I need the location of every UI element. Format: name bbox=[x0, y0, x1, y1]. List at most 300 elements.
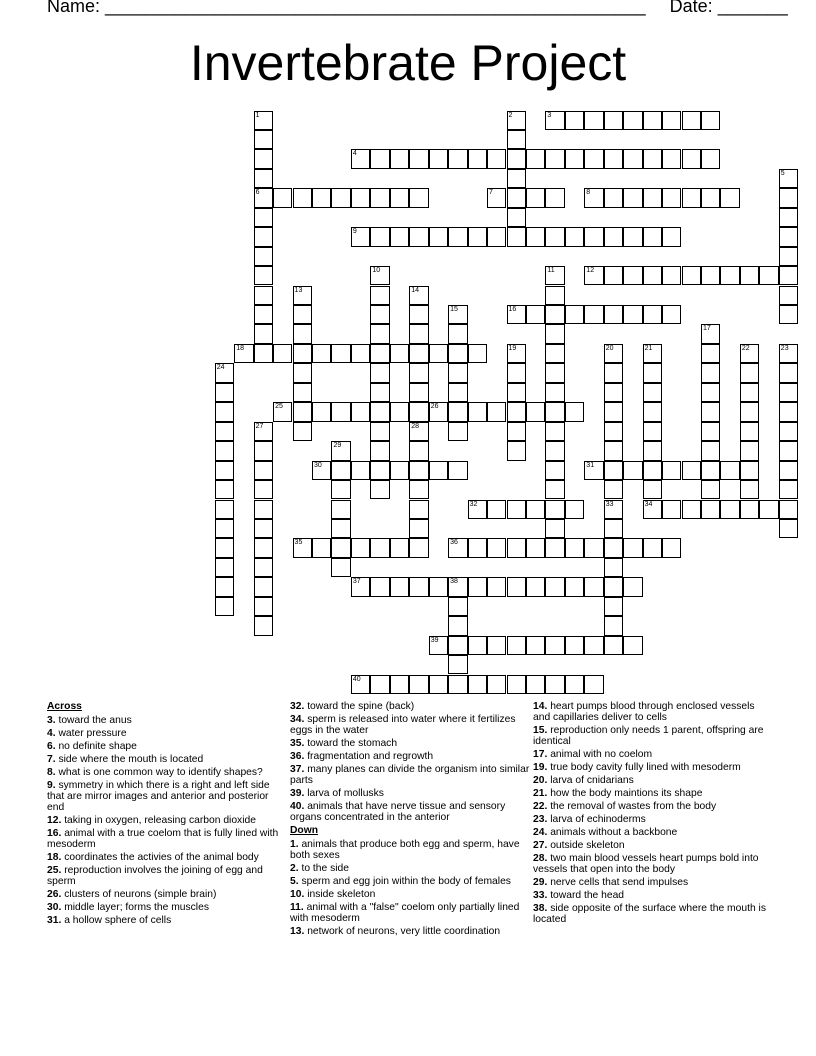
crossword-cell[interactable] bbox=[331, 188, 350, 207]
crossword-cell[interactable] bbox=[682, 111, 701, 130]
crossword-cell[interactable] bbox=[215, 538, 234, 557]
crossword-cell[interactable] bbox=[740, 422, 759, 441]
crossword-cell[interactable] bbox=[370, 266, 389, 285]
crossword-cell[interactable] bbox=[682, 149, 701, 168]
crossword-cell[interactable] bbox=[623, 227, 642, 246]
crossword-cell[interactable] bbox=[565, 675, 584, 694]
crossword-cell[interactable] bbox=[643, 538, 662, 557]
crossword-cell[interactable] bbox=[254, 111, 273, 130]
crossword-cell[interactable] bbox=[604, 500, 623, 519]
crossword-cell[interactable] bbox=[429, 149, 448, 168]
crossword-cell[interactable] bbox=[409, 422, 428, 441]
crossword-cell[interactable] bbox=[487, 675, 506, 694]
crossword-cell[interactable] bbox=[604, 266, 623, 285]
crossword-cell[interactable] bbox=[643, 344, 662, 363]
crossword-cell[interactable] bbox=[254, 538, 273, 557]
crossword-cell[interactable] bbox=[545, 402, 564, 421]
crossword-cell[interactable] bbox=[720, 266, 739, 285]
crossword-cell[interactable] bbox=[254, 305, 273, 324]
crossword-cell[interactable] bbox=[740, 441, 759, 460]
crossword-cell[interactable] bbox=[545, 441, 564, 460]
crossword-cell[interactable] bbox=[740, 363, 759, 382]
crossword-cell[interactable] bbox=[604, 597, 623, 616]
crossword-cell[interactable] bbox=[604, 363, 623, 382]
crossword-cell[interactable] bbox=[779, 286, 798, 305]
crossword-cell[interactable] bbox=[643, 441, 662, 460]
crossword-cell[interactable] bbox=[468, 402, 487, 421]
crossword-cell[interactable] bbox=[507, 538, 526, 557]
crossword-cell[interactable] bbox=[507, 344, 526, 363]
crossword-cell[interactable] bbox=[390, 344, 409, 363]
crossword-cell[interactable] bbox=[409, 577, 428, 596]
crossword-cell[interactable] bbox=[312, 461, 331, 480]
crossword-cell[interactable] bbox=[604, 422, 623, 441]
crossword-cell[interactable] bbox=[662, 188, 681, 207]
crossword-cell[interactable] bbox=[545, 500, 564, 519]
crossword-cell[interactable] bbox=[701, 149, 720, 168]
crossword-cell[interactable] bbox=[701, 188, 720, 207]
crossword-cell[interactable] bbox=[584, 636, 603, 655]
crossword-cell[interactable] bbox=[545, 266, 564, 285]
crossword-cell[interactable] bbox=[254, 558, 273, 577]
crossword-cell[interactable] bbox=[254, 169, 273, 188]
crossword-cell[interactable] bbox=[370, 305, 389, 324]
crossword-cell[interactable] bbox=[390, 538, 409, 557]
crossword-cell[interactable] bbox=[429, 344, 448, 363]
crossword-cell[interactable] bbox=[370, 344, 389, 363]
crossword-cell[interactable] bbox=[565, 636, 584, 655]
crossword-cell[interactable] bbox=[604, 461, 623, 480]
crossword-cell[interactable] bbox=[234, 344, 253, 363]
crossword-cell[interactable] bbox=[545, 305, 564, 324]
crossword-cell[interactable] bbox=[740, 480, 759, 499]
crossword-cell[interactable] bbox=[701, 480, 720, 499]
crossword-cell[interactable] bbox=[254, 188, 273, 207]
crossword-cell[interactable] bbox=[507, 208, 526, 227]
crossword-cell[interactable] bbox=[604, 344, 623, 363]
crossword-cell[interactable] bbox=[623, 461, 642, 480]
crossword-cell[interactable] bbox=[468, 577, 487, 596]
crossword-cell[interactable] bbox=[526, 149, 545, 168]
crossword-cell[interactable] bbox=[390, 675, 409, 694]
crossword-cell[interactable] bbox=[545, 363, 564, 382]
crossword-cell[interactable] bbox=[351, 149, 370, 168]
crossword-cell[interactable] bbox=[740, 344, 759, 363]
crossword-cell[interactable] bbox=[643, 305, 662, 324]
crossword-cell[interactable] bbox=[545, 111, 564, 130]
crossword-cell[interactable] bbox=[351, 538, 370, 557]
crossword-cell[interactable] bbox=[643, 188, 662, 207]
crossword-cell[interactable] bbox=[604, 558, 623, 577]
crossword-cell[interactable] bbox=[545, 422, 564, 441]
crossword-cell[interactable] bbox=[565, 227, 584, 246]
crossword-cell[interactable] bbox=[779, 461, 798, 480]
crossword-cell[interactable] bbox=[545, 188, 564, 207]
crossword-cell[interactable] bbox=[215, 461, 234, 480]
crossword-cell[interactable] bbox=[545, 149, 564, 168]
crossword-cell[interactable] bbox=[662, 538, 681, 557]
crossword-cell[interactable] bbox=[643, 227, 662, 246]
crossword-cell[interactable] bbox=[720, 500, 739, 519]
crossword-cell[interactable] bbox=[390, 188, 409, 207]
crossword-cell[interactable] bbox=[468, 636, 487, 655]
crossword-cell[interactable] bbox=[565, 305, 584, 324]
crossword-cell[interactable] bbox=[254, 227, 273, 246]
crossword-cell[interactable] bbox=[409, 402, 428, 421]
crossword-cell[interactable] bbox=[293, 383, 312, 402]
crossword-cell[interactable] bbox=[448, 402, 467, 421]
crossword-cell[interactable] bbox=[254, 597, 273, 616]
crossword-cell[interactable] bbox=[448, 227, 467, 246]
crossword-cell[interactable] bbox=[643, 363, 662, 382]
crossword-cell[interactable] bbox=[448, 675, 467, 694]
crossword-cell[interactable] bbox=[409, 344, 428, 363]
crossword-cell[interactable] bbox=[604, 383, 623, 402]
crossword-cell[interactable] bbox=[507, 402, 526, 421]
crossword-cell[interactable] bbox=[507, 441, 526, 460]
crossword-cell[interactable] bbox=[507, 383, 526, 402]
crossword-cell[interactable] bbox=[448, 538, 467, 557]
crossword-cell[interactable] bbox=[779, 422, 798, 441]
crossword-cell[interactable] bbox=[448, 383, 467, 402]
crossword-cell[interactable] bbox=[448, 597, 467, 616]
crossword-cell[interactable] bbox=[331, 500, 350, 519]
crossword-cell[interactable] bbox=[370, 324, 389, 343]
crossword-cell[interactable] bbox=[254, 616, 273, 635]
crossword-cell[interactable] bbox=[507, 500, 526, 519]
crossword-cell[interactable] bbox=[662, 305, 681, 324]
crossword-cell[interactable] bbox=[584, 538, 603, 557]
crossword-cell[interactable] bbox=[331, 538, 350, 557]
crossword-cell[interactable] bbox=[701, 363, 720, 382]
crossword-cell[interactable] bbox=[584, 461, 603, 480]
crossword-cell[interactable] bbox=[623, 305, 642, 324]
crossword-cell[interactable] bbox=[487, 188, 506, 207]
crossword-cell[interactable] bbox=[312, 344, 331, 363]
crossword-cell[interactable] bbox=[643, 149, 662, 168]
crossword-cell[interactable] bbox=[526, 636, 545, 655]
crossword-cell[interactable] bbox=[584, 227, 603, 246]
crossword-cell[interactable] bbox=[448, 305, 467, 324]
crossword-cell[interactable] bbox=[507, 169, 526, 188]
crossword-cell[interactable] bbox=[370, 227, 389, 246]
crossword-cell[interactable] bbox=[643, 480, 662, 499]
crossword-cell[interactable] bbox=[779, 227, 798, 246]
crossword-cell[interactable] bbox=[623, 111, 642, 130]
crossword-cell[interactable] bbox=[701, 383, 720, 402]
crossword-cell[interactable] bbox=[409, 188, 428, 207]
crossword-cell[interactable] bbox=[370, 480, 389, 499]
crossword-cell[interactable] bbox=[429, 461, 448, 480]
crossword-cell[interactable] bbox=[409, 149, 428, 168]
crossword-cell[interactable] bbox=[643, 461, 662, 480]
crossword-cell[interactable] bbox=[507, 305, 526, 324]
crossword-cell[interactable] bbox=[779, 383, 798, 402]
crossword-cell[interactable] bbox=[331, 344, 350, 363]
crossword-cell[interactable] bbox=[507, 636, 526, 655]
crossword-cell[interactable] bbox=[409, 324, 428, 343]
crossword-cell[interactable] bbox=[273, 402, 292, 421]
crossword-cell[interactable] bbox=[740, 461, 759, 480]
crossword-cell[interactable] bbox=[293, 188, 312, 207]
crossword-cell[interactable] bbox=[740, 266, 759, 285]
crossword-cell[interactable] bbox=[351, 344, 370, 363]
crossword-cell[interactable] bbox=[545, 538, 564, 557]
crossword-cell[interactable] bbox=[720, 188, 739, 207]
crossword-cell[interactable] bbox=[409, 480, 428, 499]
crossword-cell[interactable] bbox=[351, 402, 370, 421]
crossword-cell[interactable] bbox=[409, 305, 428, 324]
crossword-cell[interactable] bbox=[468, 344, 487, 363]
crossword-cell[interactable] bbox=[351, 227, 370, 246]
crossword-cell[interactable] bbox=[273, 188, 292, 207]
crossword-cell[interactable] bbox=[448, 344, 467, 363]
crossword-cell[interactable] bbox=[565, 111, 584, 130]
crossword-cell[interactable] bbox=[604, 402, 623, 421]
crossword-cell[interactable] bbox=[545, 324, 564, 343]
crossword-cell[interactable] bbox=[507, 577, 526, 596]
crossword-cell[interactable] bbox=[370, 441, 389, 460]
crossword-cell[interactable] bbox=[254, 422, 273, 441]
crossword-cell[interactable] bbox=[370, 402, 389, 421]
crossword-cell[interactable] bbox=[507, 363, 526, 382]
crossword-cell[interactable] bbox=[351, 461, 370, 480]
crossword-cell[interactable] bbox=[448, 655, 467, 674]
crossword-cell[interactable] bbox=[565, 500, 584, 519]
crossword-cell[interactable] bbox=[468, 227, 487, 246]
crossword-cell[interactable] bbox=[468, 538, 487, 557]
crossword-cell[interactable] bbox=[448, 577, 467, 596]
crossword-cell[interactable] bbox=[390, 402, 409, 421]
crossword-cell[interactable] bbox=[545, 227, 564, 246]
crossword-cell[interactable] bbox=[701, 266, 720, 285]
crossword-cell[interactable] bbox=[779, 208, 798, 227]
crossword-cell[interactable] bbox=[429, 675, 448, 694]
crossword-cell[interactable] bbox=[643, 500, 662, 519]
crossword-cell[interactable] bbox=[526, 402, 545, 421]
crossword-cell[interactable] bbox=[779, 188, 798, 207]
crossword-cell[interactable] bbox=[312, 188, 331, 207]
crossword-cell[interactable] bbox=[312, 538, 331, 557]
crossword-cell[interactable] bbox=[623, 538, 642, 557]
crossword-cell[interactable] bbox=[604, 111, 623, 130]
crossword-cell[interactable] bbox=[254, 480, 273, 499]
crossword-cell[interactable] bbox=[448, 149, 467, 168]
crossword-cell[interactable] bbox=[429, 402, 448, 421]
crossword-cell[interactable] bbox=[468, 675, 487, 694]
crossword-cell[interactable] bbox=[604, 149, 623, 168]
crossword-cell[interactable] bbox=[215, 441, 234, 460]
crossword-cell[interactable] bbox=[254, 441, 273, 460]
crossword-cell[interactable] bbox=[623, 636, 642, 655]
crossword-cell[interactable] bbox=[215, 363, 234, 382]
crossword-cell[interactable] bbox=[643, 422, 662, 441]
crossword-cell[interactable] bbox=[623, 577, 642, 596]
crossword-cell[interactable] bbox=[254, 286, 273, 305]
crossword-cell[interactable] bbox=[643, 383, 662, 402]
crossword-cell[interactable] bbox=[331, 402, 350, 421]
crossword-cell[interactable] bbox=[370, 188, 389, 207]
crossword-cell[interactable] bbox=[487, 500, 506, 519]
crossword-cell[interactable] bbox=[604, 305, 623, 324]
crossword-cell[interactable] bbox=[254, 266, 273, 285]
crossword-cell[interactable] bbox=[701, 111, 720, 130]
crossword-cell[interactable] bbox=[682, 266, 701, 285]
crossword-cell[interactable] bbox=[584, 188, 603, 207]
crossword-cell[interactable] bbox=[390, 577, 409, 596]
crossword-cell[interactable] bbox=[468, 500, 487, 519]
crossword-cell[interactable] bbox=[390, 227, 409, 246]
crossword-cell[interactable] bbox=[487, 149, 506, 168]
crossword-cell[interactable] bbox=[215, 519, 234, 538]
crossword-cell[interactable] bbox=[779, 344, 798, 363]
crossword-cell[interactable] bbox=[526, 577, 545, 596]
crossword-cell[interactable] bbox=[409, 286, 428, 305]
crossword-cell[interactable] bbox=[526, 305, 545, 324]
crossword-cell[interactable] bbox=[254, 324, 273, 343]
crossword-cell[interactable] bbox=[293, 402, 312, 421]
crossword-cell[interactable] bbox=[701, 422, 720, 441]
crossword-cell[interactable] bbox=[779, 500, 798, 519]
crossword-cell[interactable] bbox=[254, 208, 273, 227]
crossword-cell[interactable] bbox=[604, 616, 623, 635]
crossword-cell[interactable] bbox=[429, 636, 448, 655]
crossword-cell[interactable] bbox=[701, 324, 720, 343]
crossword-cell[interactable] bbox=[487, 577, 506, 596]
crossword-cell[interactable] bbox=[429, 227, 448, 246]
crossword-cell[interactable] bbox=[604, 636, 623, 655]
crossword-cell[interactable] bbox=[215, 500, 234, 519]
crossword-cell[interactable] bbox=[604, 577, 623, 596]
crossword-cell[interactable] bbox=[623, 188, 642, 207]
crossword-cell[interactable] bbox=[740, 383, 759, 402]
crossword-cell[interactable] bbox=[409, 519, 428, 538]
crossword-cell[interactable] bbox=[507, 111, 526, 130]
crossword-cell[interactable] bbox=[701, 344, 720, 363]
crossword-cell[interactable] bbox=[740, 402, 759, 421]
crossword-cell[interactable] bbox=[293, 324, 312, 343]
crossword-cell[interactable] bbox=[215, 577, 234, 596]
crossword-cell[interactable] bbox=[662, 500, 681, 519]
crossword-cell[interactable] bbox=[293, 305, 312, 324]
crossword-cell[interactable] bbox=[779, 441, 798, 460]
crossword-cell[interactable] bbox=[409, 500, 428, 519]
crossword-cell[interactable] bbox=[759, 500, 778, 519]
crossword-cell[interactable] bbox=[487, 636, 506, 655]
crossword-cell[interactable] bbox=[448, 616, 467, 635]
crossword-cell[interactable] bbox=[487, 538, 506, 557]
crossword-cell[interactable] bbox=[759, 266, 778, 285]
crossword-cell[interactable] bbox=[409, 383, 428, 402]
crossword-cell[interactable] bbox=[545, 577, 564, 596]
crossword-cell[interactable] bbox=[545, 675, 564, 694]
crossword-cell[interactable] bbox=[779, 402, 798, 421]
crossword-cell[interactable] bbox=[701, 461, 720, 480]
crossword-cell[interactable] bbox=[584, 149, 603, 168]
crossword-cell[interactable] bbox=[409, 675, 428, 694]
crossword-cell[interactable] bbox=[390, 149, 409, 168]
crossword-cell[interactable] bbox=[448, 636, 467, 655]
crossword-cell[interactable] bbox=[254, 344, 273, 363]
crossword-cell[interactable] bbox=[623, 149, 642, 168]
crossword-cell[interactable] bbox=[409, 538, 428, 557]
crossword-cell[interactable] bbox=[565, 577, 584, 596]
date-blank[interactable]: _______ bbox=[717, 0, 788, 16]
crossword-cell[interactable] bbox=[370, 363, 389, 382]
crossword-cell[interactable] bbox=[254, 519, 273, 538]
crossword-cell[interactable] bbox=[507, 149, 526, 168]
crossword-cell[interactable] bbox=[448, 324, 467, 343]
crossword-cell[interactable] bbox=[565, 149, 584, 168]
crossword-cell[interactable] bbox=[584, 305, 603, 324]
name-blank[interactable]: ______________________________________________________ bbox=[105, 0, 646, 16]
crossword-cell[interactable] bbox=[604, 519, 623, 538]
crossword-cell[interactable] bbox=[507, 188, 526, 207]
crossword-cell[interactable] bbox=[370, 286, 389, 305]
crossword-cell[interactable] bbox=[293, 538, 312, 557]
crossword-cell[interactable] bbox=[370, 422, 389, 441]
crossword-cell[interactable] bbox=[701, 500, 720, 519]
crossword-cell[interactable] bbox=[312, 402, 331, 421]
crossword-cell[interactable] bbox=[584, 577, 603, 596]
crossword-cell[interactable] bbox=[370, 675, 389, 694]
crossword-cell[interactable] bbox=[409, 461, 428, 480]
crossword-cell[interactable] bbox=[370, 538, 389, 557]
crossword-cell[interactable] bbox=[682, 500, 701, 519]
crossword-cell[interactable] bbox=[215, 383, 234, 402]
crossword-cell[interactable] bbox=[409, 227, 428, 246]
crossword-cell[interactable] bbox=[604, 441, 623, 460]
crossword-cell[interactable] bbox=[331, 519, 350, 538]
crossword-cell[interactable] bbox=[584, 111, 603, 130]
crossword-cell[interactable] bbox=[545, 480, 564, 499]
crossword-cell[interactable] bbox=[254, 500, 273, 519]
crossword-cell[interactable] bbox=[779, 519, 798, 538]
crossword-cell[interactable] bbox=[293, 363, 312, 382]
crossword-cell[interactable] bbox=[604, 188, 623, 207]
crossword-cell[interactable] bbox=[254, 247, 273, 266]
crossword-cell[interactable] bbox=[331, 480, 350, 499]
crossword-cell[interactable] bbox=[351, 188, 370, 207]
crossword-cell[interactable] bbox=[545, 344, 564, 363]
crossword-cell[interactable] bbox=[370, 461, 389, 480]
crossword-cell[interactable] bbox=[545, 461, 564, 480]
crossword-cell[interactable] bbox=[468, 149, 487, 168]
crossword-cell[interactable] bbox=[254, 130, 273, 149]
crossword-cell[interactable] bbox=[215, 480, 234, 499]
crossword-cell[interactable] bbox=[293, 286, 312, 305]
crossword-cell[interactable] bbox=[526, 500, 545, 519]
crossword-cell[interactable] bbox=[682, 461, 701, 480]
crossword-cell[interactable] bbox=[779, 305, 798, 324]
crossword-cell[interactable] bbox=[682, 188, 701, 207]
crossword-cell[interactable] bbox=[448, 461, 467, 480]
crossword-cell[interactable] bbox=[254, 461, 273, 480]
crossword-cell[interactable] bbox=[662, 461, 681, 480]
crossword-cell[interactable] bbox=[662, 149, 681, 168]
crossword-cell[interactable] bbox=[331, 558, 350, 577]
crossword-cell[interactable] bbox=[273, 344, 292, 363]
crossword-cell[interactable] bbox=[584, 266, 603, 285]
crossword-cell[interactable] bbox=[779, 247, 798, 266]
crossword-cell[interactable] bbox=[623, 266, 642, 285]
crossword-cell[interactable] bbox=[254, 577, 273, 596]
crossword-cell[interactable] bbox=[215, 402, 234, 421]
crossword-cell[interactable] bbox=[526, 675, 545, 694]
crossword-cell[interactable] bbox=[370, 577, 389, 596]
crossword-cell[interactable] bbox=[604, 538, 623, 557]
crossword-cell[interactable] bbox=[370, 383, 389, 402]
